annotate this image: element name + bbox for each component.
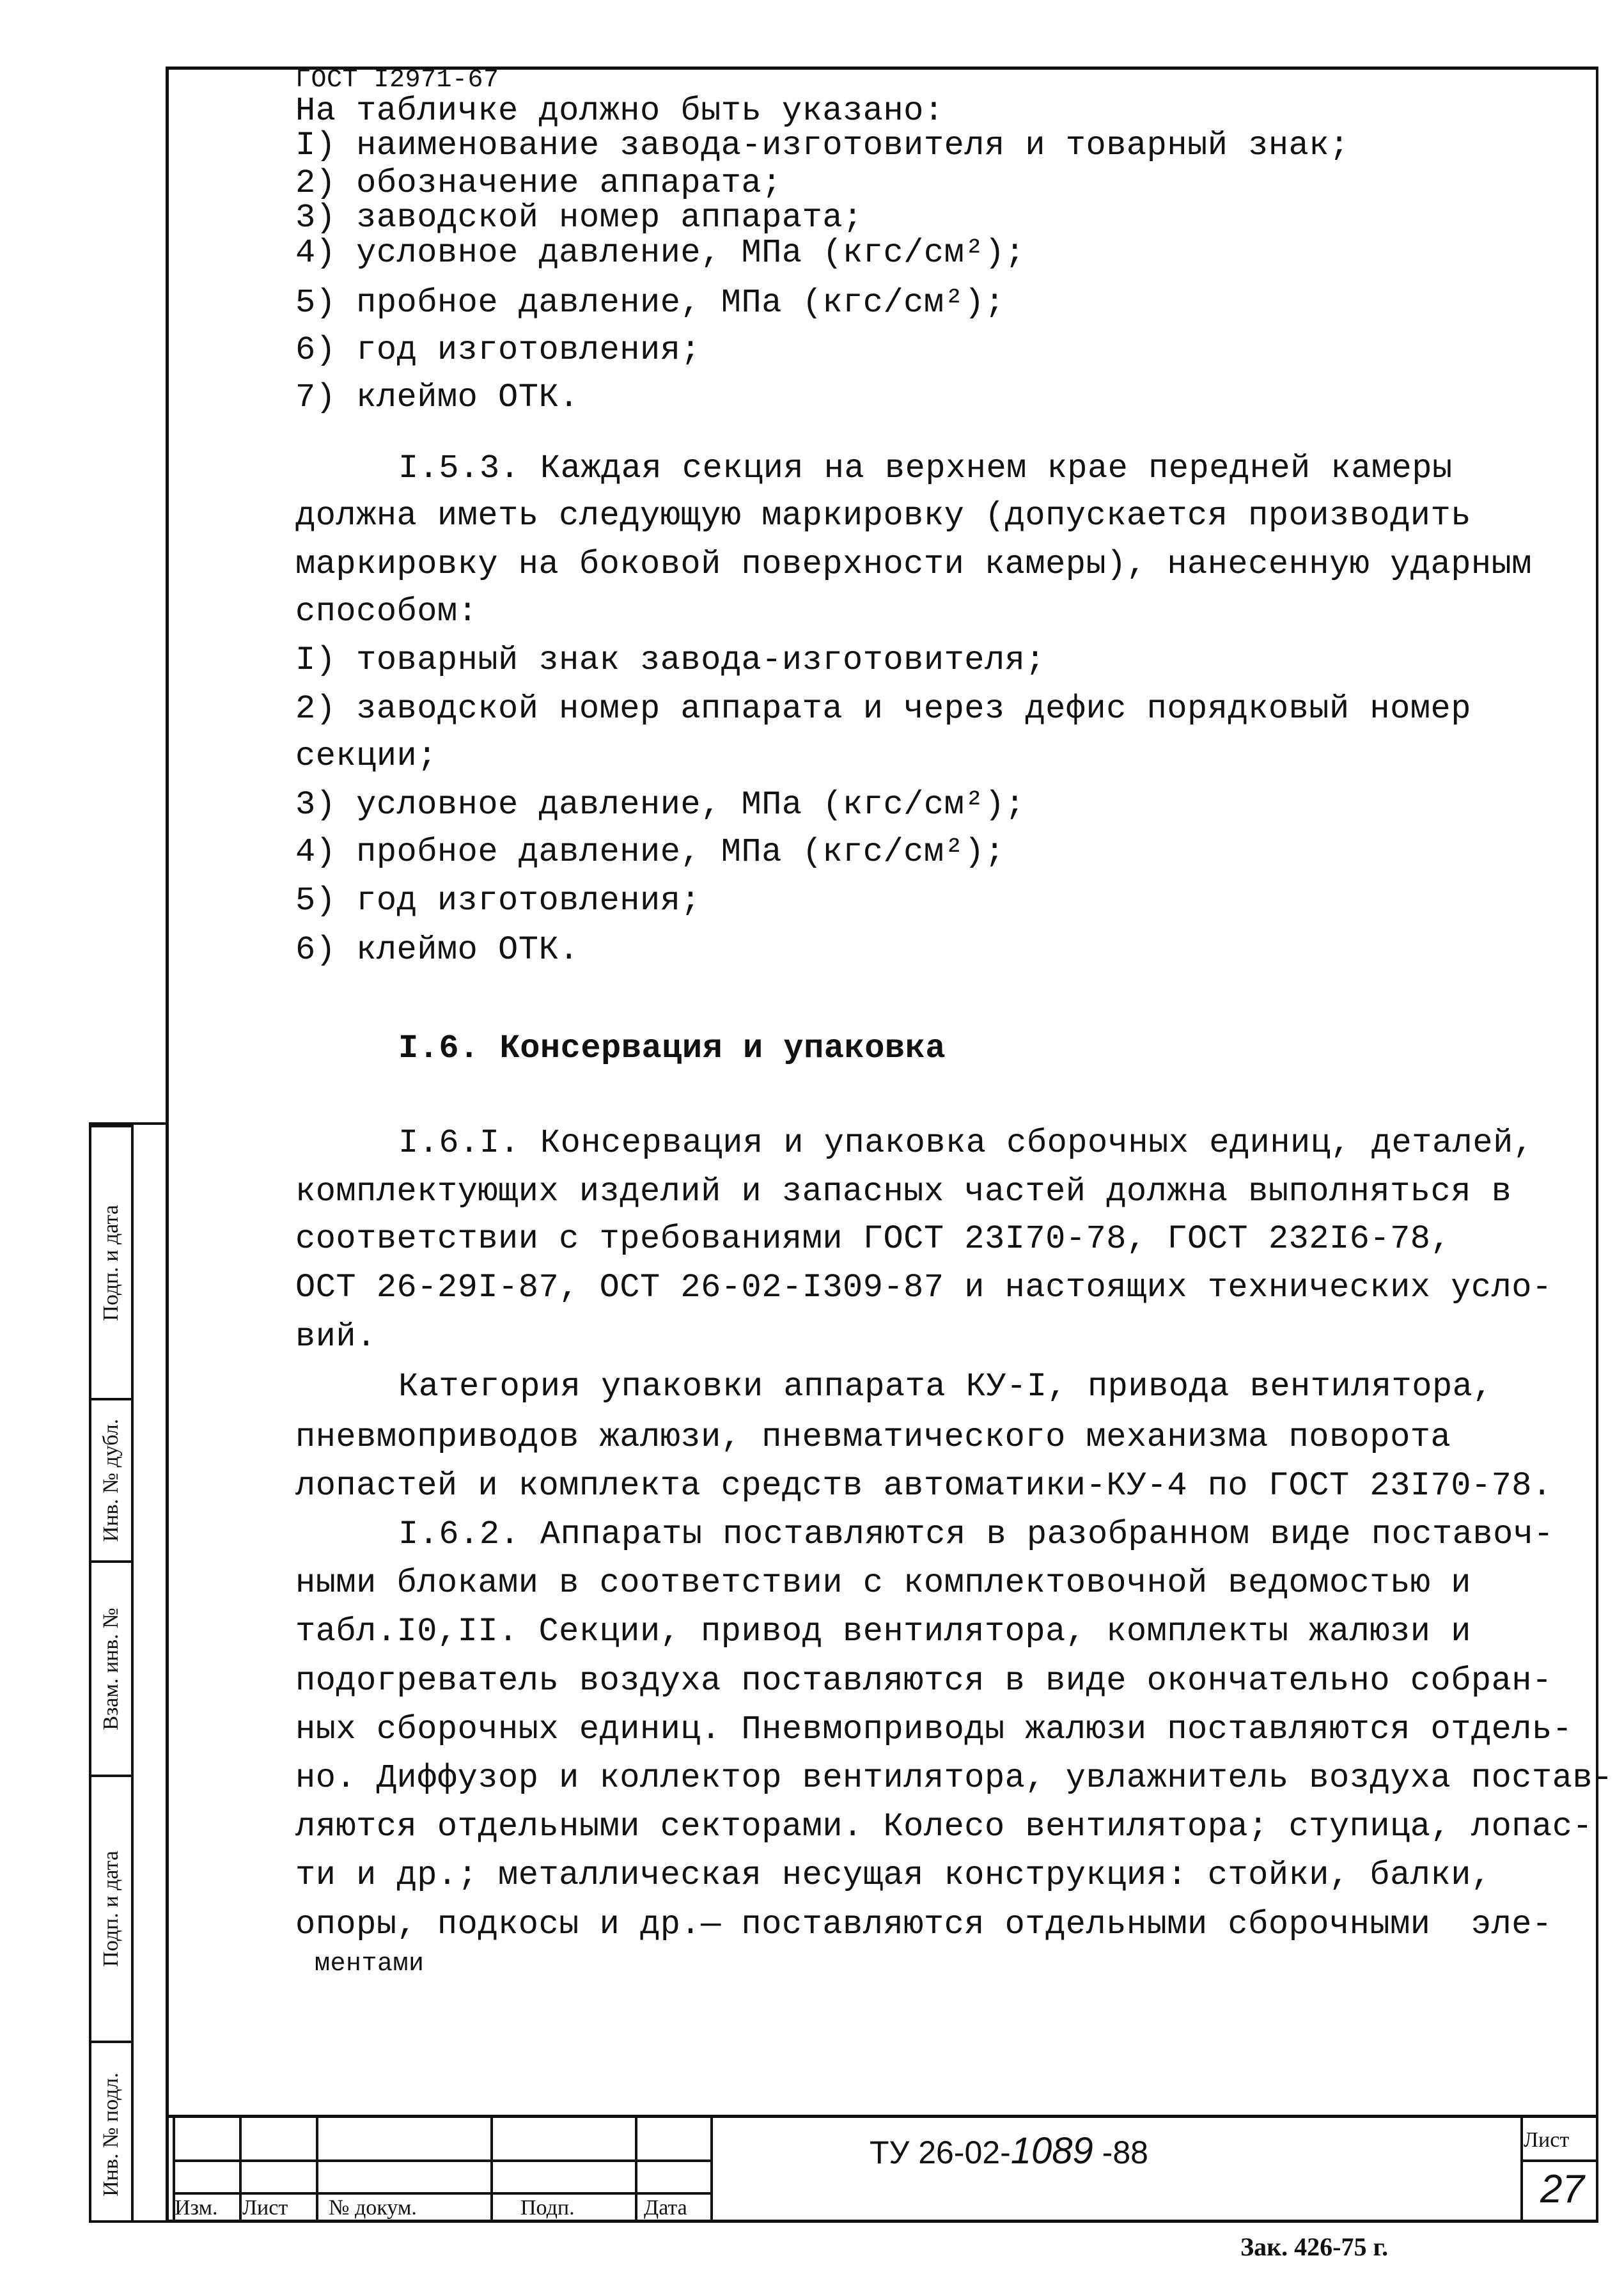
paragraph-line: табл.I0,II. Секции, привод вентилятора, комплекты жалюзи и: [295, 1613, 1471, 1650]
list-item: I) наименование завода-изготовителя и товарный знак;: [295, 127, 1350, 164]
list-item: 4) условное давление, МПа (кгс/см²);: [295, 234, 1026, 272]
stamp-label: Подп. и дата: [99, 1204, 123, 1321]
list-item: 6) год изготовления;: [295, 331, 701, 369]
sheet-number: 27: [1540, 2167, 1584, 2211]
paragraph-line: I.6.I. Консервация и упаковка сборочных единиц, деталей,: [398, 1124, 1534, 1162]
paragraph-line: пневмоприводов жалюзи, пневматического механизма поворота: [295, 1418, 1451, 1456]
paragraph-line: Категория упаковки аппарата КУ-I, привода вентилятора,: [398, 1368, 1494, 1406]
paragraph-line: I.6.2. Аппараты поставляются в разобранном виде поставоч-: [398, 1516, 1554, 1553]
paragraph-line: опоры, подкосы и др.— поставляются отдельными сборочными эле-: [295, 1906, 1552, 1943]
stamp-label: Взам. инв. №: [99, 1607, 123, 1730]
order-number: Зак. 426-75 г.: [1240, 2232, 1389, 2261]
paragraph-line: подогреватель воздуха поставляются в виде окончательно собран-: [295, 1662, 1552, 1700]
stamp-label: Подп. и дата: [99, 1851, 123, 1967]
paragraph-line: способом:: [295, 593, 478, 631]
list-item: 7) клеймо ОТК.: [295, 379, 579, 416]
paragraph-line: ти и др.; металлическая несущая конструкция: стойки, балки,: [295, 1856, 1492, 1894]
sheet-label: Лист: [1524, 2128, 1570, 2152]
col-label: Дата: [644, 2196, 687, 2220]
col-label: Изм.: [175, 2196, 218, 2220]
doc-suffix: -88: [1102, 2135, 1148, 2170]
paragraph-line: ментами: [315, 1950, 425, 1979]
list-item: секции;: [295, 737, 437, 775]
col-label: Подп.: [520, 2196, 575, 2220]
list-item: 5) пробное давление, МПа (кгс/см²);: [295, 284, 1005, 322]
col-label: Лист: [242, 2196, 288, 2220]
plate-intro: На табличке должно быть указано:: [295, 92, 944, 130]
list-item: 3) условное давление, МПа (кгс/см²);: [295, 786, 1026, 824]
paragraph-line: но. Диффузор и коллектор вентилятора, увлажнитель воздуха постав-: [295, 1759, 1613, 1797]
list-item: 2) заводской номер аппарата и через дефис порядковый номер: [295, 690, 1471, 728]
side-stamp: [89, 1122, 166, 2223]
paragraph-line: должна иметь следующую маркировку (допускается производить: [295, 497, 1471, 535]
col-label: № докум.: [329, 2196, 417, 2220]
list-item: 4) пробное давление, МПа (кгс/см²);: [295, 833, 1005, 871]
paragraph-line: ляются отдельными секторами. Колесо вентилятора; ступица, лопас-: [295, 1808, 1593, 1846]
standard-ref: ГОСТ I2971-67: [295, 66, 499, 95]
paragraph-line: ОСТ 26-29I-87, ОСТ 26-02-I309-87 и настоящих технических усло-: [295, 1269, 1552, 1306]
list-item: 6) клеймо ОТК.: [295, 931, 579, 969]
list-item: 5) год изготовления;: [295, 882, 701, 920]
paragraph-line: лопастей и комплекта средств автоматики-КУ-4 по ГОСТ 23I70-78.: [295, 1467, 1552, 1505]
paragraph-line: соответствии с требованиями ГОСТ 23I70-78, ГОСТ 232I6-78,: [295, 1220, 1451, 1258]
document-designation: [870, 2129, 1148, 2172]
paragraph-line: маркировку на боковой поверхности камеры), нанесенную ударным: [295, 545, 1533, 583]
paragraph-line: комплектующих изделий и запасных частей должна выполняться в: [295, 1173, 1512, 1211]
paragraph-line: вий.: [295, 1318, 377, 1356]
paragraph-line: ными блоками в соответствии с комплектовочной ведомостью и: [295, 1564, 1471, 1602]
stamp-label: Инв. № дубл.: [99, 1418, 123, 1542]
doc-prefix: ТУ 26-02-: [870, 2135, 1011, 2170]
list-item: 2) обозначение аппарата;: [295, 164, 782, 202]
section-heading: I.6. Консервация и упаковка: [398, 1030, 946, 1067]
list-item: 3) заводской номер аппарата;: [295, 199, 863, 237]
paragraph-line: ных сборочных единиц. Пневмоприводы жалюзи поставляются отдель-: [295, 1711, 1573, 1748]
doc-number: 1089: [1010, 2130, 1093, 2172]
paragraph-line: I.5.3. Каждая секция на верхнем крае передней камеры: [398, 450, 1453, 487]
list-item: I) товарный знак завода-изготовителя;: [295, 641, 1046, 679]
stamp-label: Инв. № подл.: [99, 2072, 123, 2197]
